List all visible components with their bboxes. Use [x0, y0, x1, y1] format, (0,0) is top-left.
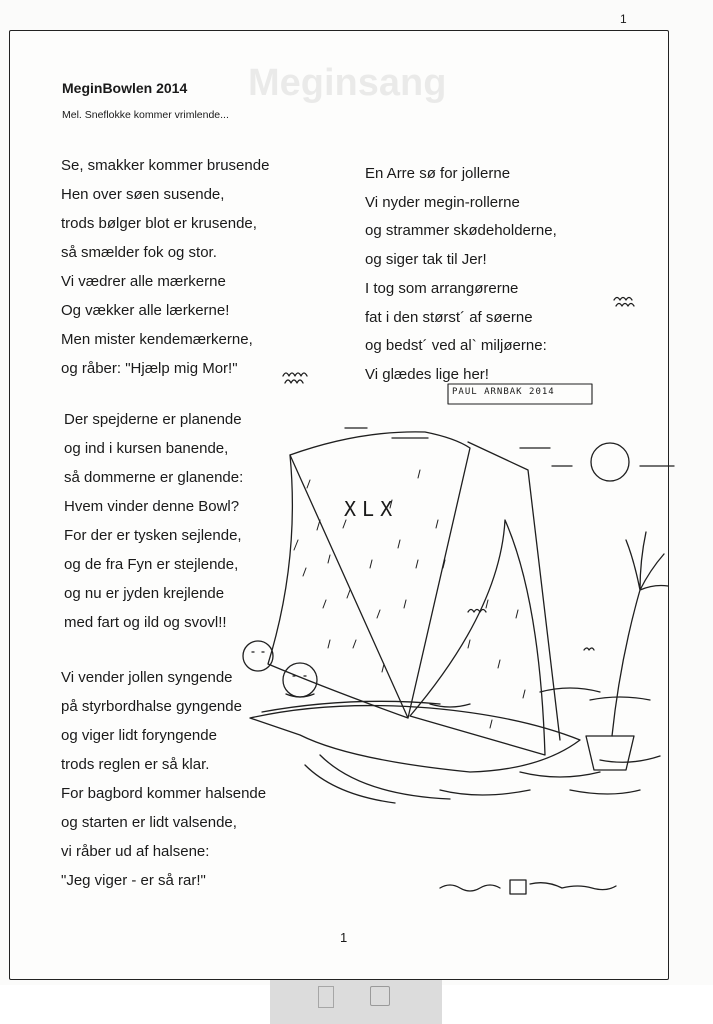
artist-signature: PAUL ARNBAK 2014	[452, 387, 555, 397]
verse-line: Vi nyder megin-rollerne	[365, 193, 520, 211]
verse-line: og starten er lidt valsende,	[61, 814, 237, 831]
sailor-head-1	[243, 641, 273, 671]
verse-line: I tog som arrangørerne	[365, 279, 519, 297]
verse-line: For bagbord kommer halsende	[61, 785, 267, 802]
verse-line: trods bølger blot er krusende,	[61, 215, 257, 232]
reed-plant	[612, 532, 668, 736]
seagull-icon	[584, 648, 594, 650]
verse-line: og viger lidt foryngende	[61, 727, 217, 744]
seagull-icon	[283, 373, 307, 383]
seagull-icon	[614, 298, 634, 307]
verse-line: og de fra Fyn er stejlende,	[64, 556, 239, 573]
verse-line: Hen over søen susende,	[61, 186, 225, 203]
verse-line: og strammer skødeholderne,	[365, 222, 557, 240]
show-through-title: Meginsang	[248, 62, 447, 104]
verse-line: fat i den størst´ af søerne	[365, 308, 533, 326]
sailor-head-2	[283, 663, 317, 697]
verse-line: En Arre sø for jollerne	[365, 165, 511, 182]
verse-line: Vi vender jollen syngende	[61, 669, 233, 686]
verse-line: Vi vædrer alle mærkerne	[61, 273, 226, 290]
horizon-line	[345, 428, 674, 466]
verse-line: og siger tak til Jer!	[365, 251, 487, 269]
sail-marking: XLX	[344, 497, 399, 521]
melody-note: Mel. Sneflokke kommer vrimlende...	[62, 109, 229, 121]
verse-line: med fart og ild og svovl!!	[64, 614, 227, 631]
verse-line: "Jeg viger - er så rar!"	[61, 872, 206, 889]
frame-icon	[370, 986, 390, 1006]
verse-line: på styrbordhalse gyngende	[61, 698, 242, 715]
boat-hull	[250, 706, 580, 772]
verse-line: og ind i kursen banende,	[64, 440, 229, 457]
verse-line: trods reglen er så klar.	[61, 756, 210, 773]
boom	[290, 455, 408, 718]
bucket-icon	[586, 736, 634, 770]
sail-hatching	[294, 470, 525, 728]
document-icon	[318, 986, 334, 1008]
verse-line: og råber: "Hjælp mig Mor!"	[61, 360, 238, 377]
verse-line: Der spejderne er planende	[64, 411, 242, 428]
verse-line: Men mister kendemærkerne,	[61, 331, 253, 348]
verse-line: Hvem vinder denne Bowl?	[64, 498, 240, 515]
footer-page-number: 1	[340, 930, 348, 945]
sailor-features	[252, 652, 314, 697]
verse-line: Og vækker alle lærkerne!	[61, 302, 230, 319]
corner-page-number: 1	[620, 12, 627, 26]
main-sail	[410, 520, 545, 755]
verse-line: Se, smakker kommer brusende	[61, 157, 270, 174]
seagull-icon	[468, 610, 486, 613]
scanner-thumbnail-strip	[270, 980, 442, 1024]
verse-line: vi råber ud af halsene:	[61, 843, 210, 860]
verse-line: og nu er jyden krejlende	[64, 585, 225, 602]
verse-line: så dommerne er glanende:	[64, 469, 244, 486]
sun-icon	[591, 443, 629, 481]
verse-line: Vi glædes lige her!	[365, 365, 489, 383]
verse-line: og bedst´ ved al` miljøerne:	[365, 337, 547, 355]
verse-line: så smælder fok og stor.	[61, 244, 217, 261]
song-title: MeginBowlen 2014	[62, 80, 188, 96]
verse-line: For der er tysken sejlende,	[64, 527, 242, 544]
fish-doodle	[440, 880, 616, 894]
mast	[468, 442, 560, 740]
